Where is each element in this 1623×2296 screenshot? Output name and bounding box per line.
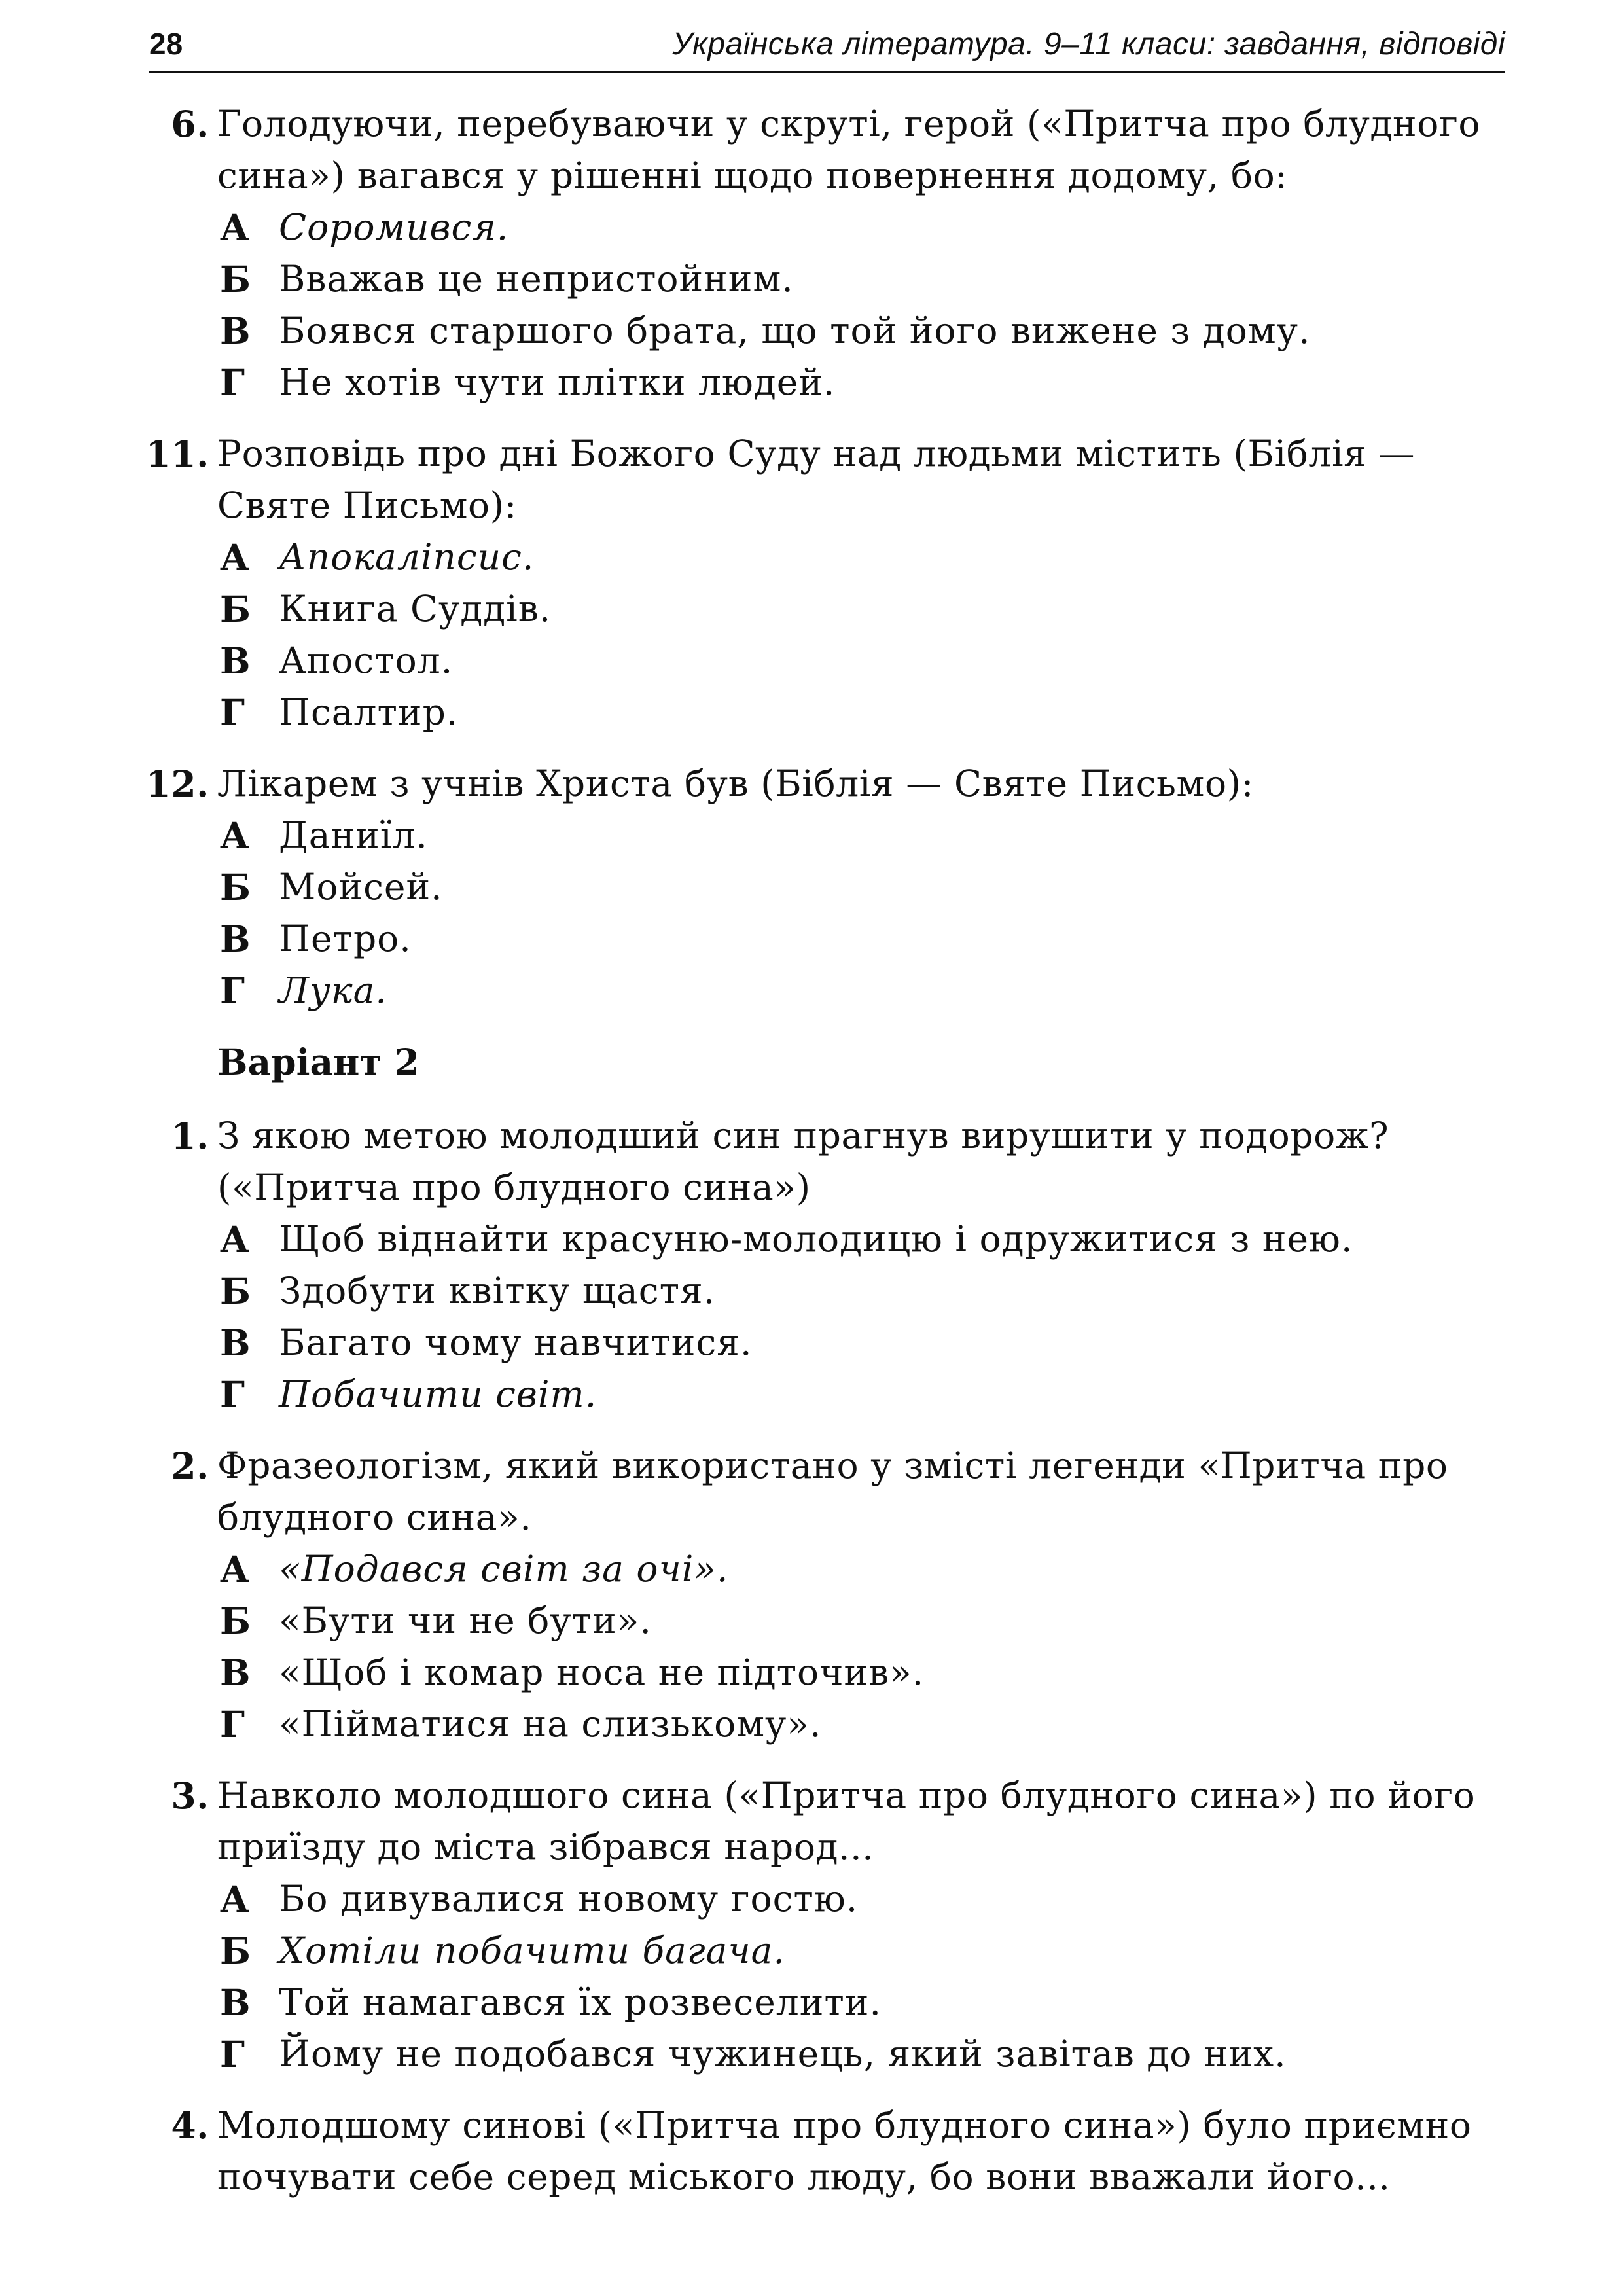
answer-option (154, 2028, 1505, 2080)
answer-option (154, 1265, 1505, 1317)
answer-options (154, 531, 1505, 738)
option-text: Щоб віднайти красуню-молодицю і одружитися з нею. (279, 1218, 1353, 1260)
answer-option (154, 913, 1505, 965)
question-number: 12. (145, 762, 209, 805)
answer-options (154, 1213, 1505, 1420)
option-text: Багато чому навчитися. (279, 1321, 753, 1363)
page-number: 28 (149, 27, 183, 61)
variant2-question-1 (154, 1110, 1505, 1420)
question-text: Голодуючи, перебуваючи у скруті, герой («Притча про блудного сина») вагався у рішенні щодо повернення додому, бо: (217, 103, 1481, 196)
variant2-question-4 (154, 2100, 1505, 2203)
option-letter: Г (220, 361, 245, 404)
answer-option (154, 687, 1505, 738)
option-text: Побачити світ. (279, 1373, 597, 1415)
variant2-question-3 (154, 1770, 1505, 2080)
answer-option (154, 253, 1505, 305)
option-text: Не хотів чути плітки людей. (279, 361, 836, 403)
question-text: Молодшому синові («Притча про блудного сина») було приємно почувати себе серед міського люду, бо вони вважали його... (217, 2104, 1472, 2198)
question-number: 11. (145, 433, 209, 475)
option-text: Петро. (279, 918, 412, 960)
option-letter: Б (220, 258, 251, 300)
option-letter: Г (220, 969, 245, 1012)
question-text: Фразеологізм, який використано у змісті легенди «Притча про блудного сина». (217, 1444, 1448, 1538)
option-text: Псалтир. (279, 691, 459, 733)
option-letter: А (220, 1878, 250, 1920)
option-letter: А (220, 1548, 250, 1590)
running-title: Українська література. 9–11 класи: завдання, відповіді (672, 27, 1505, 62)
question-number: 1. (171, 1115, 209, 1157)
option-text: Той намагався їх розвеселити. (279, 1981, 882, 2023)
option-letter: Б (220, 1270, 251, 1312)
option-letter: В (220, 1651, 251, 1694)
option-letter: В (220, 1321, 251, 1364)
answer-option (154, 305, 1505, 357)
question-6 (154, 98, 1505, 408)
option-letter: Б (220, 866, 251, 908)
question-text: Лікарем з учнів Христа був (Біблія — Святе Письмо): (217, 762, 1254, 804)
option-letter: А (220, 536, 250, 579)
answer-option (154, 635, 1505, 687)
option-text: Боявся старшого брата, що той його вижене з дому. (279, 310, 1311, 351)
answer-option (154, 1925, 1505, 1977)
option-text: Книга Суддів. (279, 588, 552, 630)
option-text: Апокаліпсис. (279, 536, 535, 578)
variant-heading: Варіант 2 (217, 1041, 419, 1083)
question-text: Навколо молодшого сина («Притча про блудного сина») по його приїзду до міста зібрався народ... (217, 1774, 1476, 1868)
option-text: Мойсей. (279, 866, 443, 908)
option-text: «Пійматися на слизькому». (279, 1703, 822, 1745)
option-text: Йому не подобався чужинець, який завітав до них. (279, 2033, 1287, 2075)
answer-option (154, 531, 1505, 583)
question-number: 3. (171, 1774, 209, 1817)
question-11 (145, 428, 1505, 738)
option-letter: Б (220, 1929, 251, 1972)
option-letter: Г (220, 2033, 245, 2075)
option-text: Бо дивувалися новому гостю. (279, 1878, 859, 1920)
question-text: З якою метою молодший син прагнув вирушити у подорож? («Притча про блудного сина») (217, 1115, 1389, 1208)
option-text: Апостол. (279, 639, 454, 681)
answer-option (154, 1698, 1505, 1750)
answer-option (154, 1317, 1505, 1369)
variant2-question-2 (154, 1440, 1505, 1750)
option-letter: В (220, 639, 251, 682)
option-letter: В (220, 918, 251, 960)
question-number: 4. (171, 2104, 209, 2147)
answer-option (154, 1977, 1505, 2028)
option-text: Лука. (279, 969, 387, 1011)
option-text: Вважав це непристойним. (279, 258, 794, 300)
option-letter: А (220, 814, 250, 857)
option-letter: А (220, 1218, 250, 1261)
option-text: Соромився. (279, 206, 509, 248)
question-number: 6. (171, 103, 209, 145)
answer-option (154, 1543, 1505, 1595)
answer-options (154, 810, 1505, 1016)
option-letter: Г (220, 1703, 245, 1746)
answer-options (154, 1543, 1505, 1750)
answer-option (154, 861, 1505, 913)
answer-option (154, 1873, 1505, 1925)
option-text: Здобути квітку щастя. (279, 1270, 716, 1312)
answer-options (154, 1873, 1505, 2080)
question-number: 2. (171, 1444, 209, 1487)
option-text: Даниїл. (279, 814, 428, 856)
question-text: Розповідь про дні Божого Суду над людьми містить (Біблія — Святе Письмо): (217, 433, 1416, 526)
question-12 (145, 758, 1505, 1016)
option-letter: Г (220, 1373, 245, 1416)
answer-option (154, 1213, 1505, 1265)
answer-option (154, 1369, 1505, 1420)
answer-option (154, 1647, 1505, 1698)
option-letter: В (220, 1981, 251, 2024)
page-content (145, 98, 1505, 2223)
option-letter: Г (220, 691, 245, 734)
answer-option (154, 1595, 1505, 1647)
answer-option (154, 202, 1505, 253)
option-letter: В (220, 310, 251, 352)
answer-option (154, 583, 1505, 635)
option-text: «Щоб і комар носа не підточив». (279, 1651, 925, 1693)
option-text: Хотіли побачити багача. (279, 1929, 785, 1971)
option-letter: А (220, 206, 250, 249)
option-text: «Бути чи не бути». (279, 1600, 652, 1641)
answer-option (154, 965, 1505, 1016)
answer-option (154, 810, 1505, 861)
answer-options (154, 202, 1505, 408)
option-text: «Подався світ за очі». (279, 1548, 729, 1590)
answer-option (154, 357, 1505, 408)
page-header (149, 21, 1505, 73)
option-letter: Б (220, 588, 251, 630)
option-letter: Б (220, 1600, 251, 1642)
